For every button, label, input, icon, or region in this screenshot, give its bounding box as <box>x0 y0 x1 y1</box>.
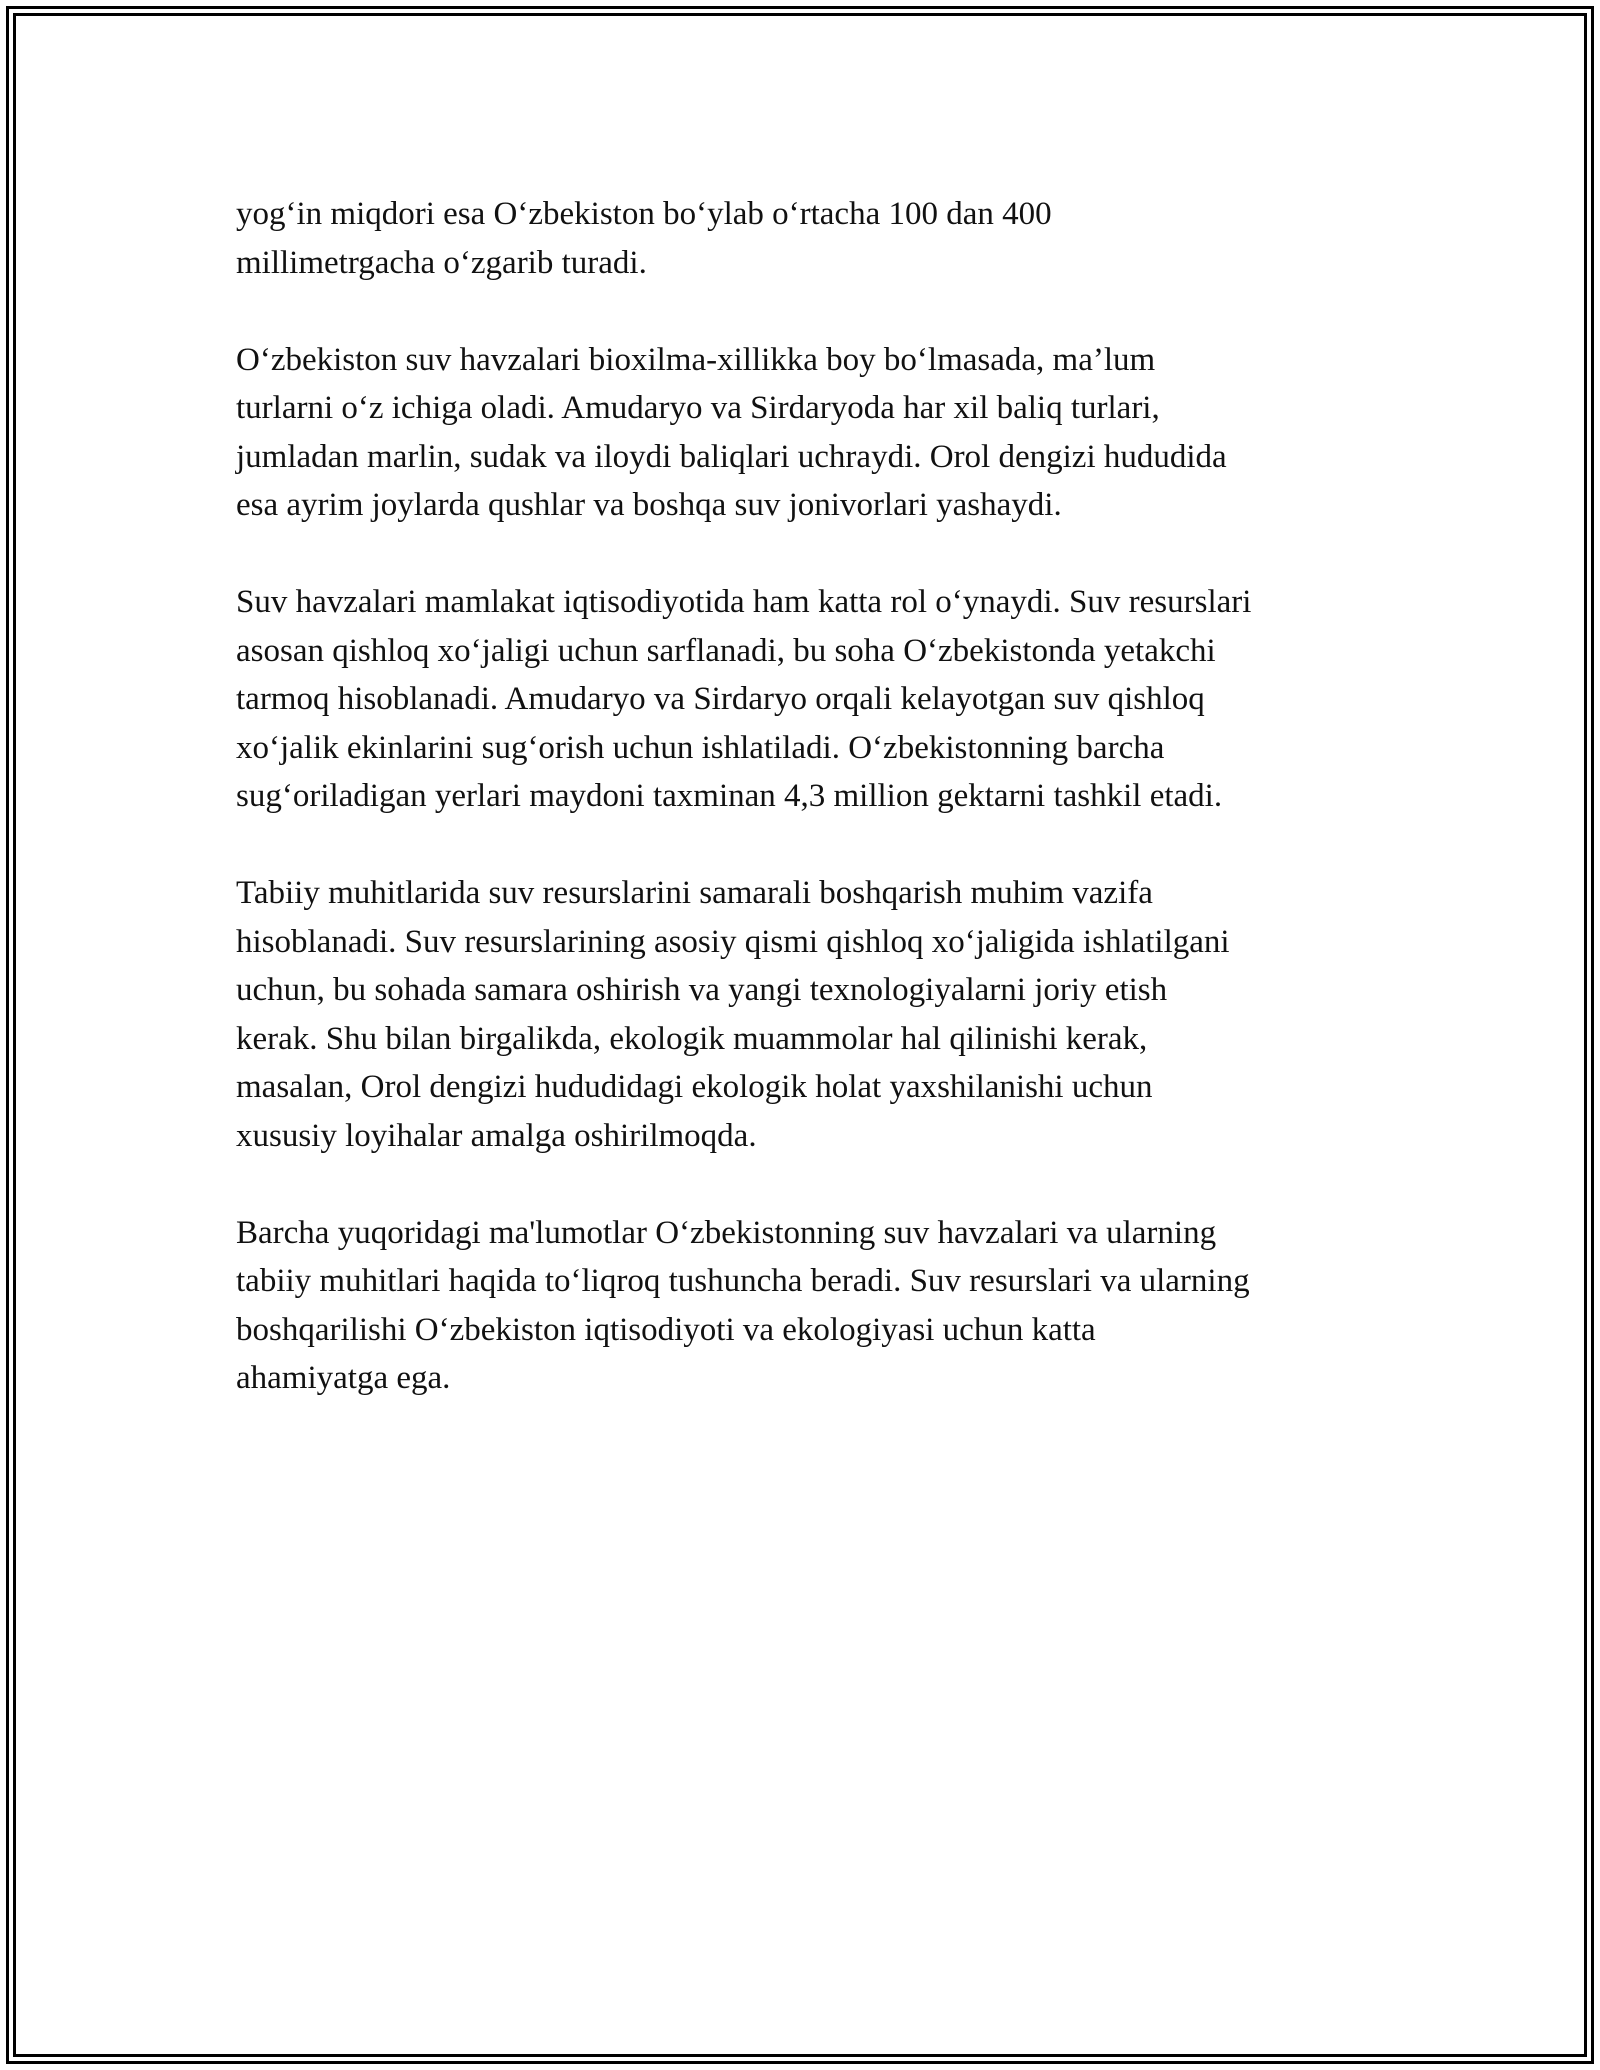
paragraph-biodiversity: O‘zbekiston suv havzalari bioxilma-xillikka boy bo‘lmasada, ma’lum turlarni o‘z ichiga oladi. Amudaryo va Sirdaryoda har xil baliq turlari, jumladan marlin, sudak va iloydi baliqlari uchraydi. Orol dengizi hududida esa ayrim joylarda qushlar va boshqa suv jonivorlari yashaydi. <box>236 341 1227 523</box>
document-body <box>236 190 1376 1451</box>
paragraph-management: Tabiiy muhitlarida suv resurslarini samarali boshqarish muhim vazifa hisoblanadi. Suv resurslarining asosiy qismi qishloq xo‘jaligida ishlatilgani uchun, bu sohada samara oshirish va yangi texnologiyalarni joriy etish kerak. Shu bilan birgalikda, ekologik muammolar hal qilinishi kerak, masalan, Orol dengizi hududidagi ekologik holat yaxshilanishi uchun xususiy loyihalar amalga oshirilmoqda. <box>236 875 1230 1154</box>
paragraph-economy: Suv havzalari mamlakat iqtisodiyotida ham katta rol o‘ynaydi. Suv resurslari asosan qishloq xo‘jaligi uchun sarflanadi, bu soha O‘zbekistonda yetakchi tarmoq hisoblanadi. Amudaryo va Sirdaryo orqali kelayotgan suv qishloq xo‘jalik ekinlarini sug‘orish uchun ishlatiladi. O‘zbekistonning barcha sug‘oriladigan yerlari maydoni taxminan 4,3 million gektarni tashkil etadi. <box>236 584 1252 814</box>
paragraph-rainfall: yog‘in miqdori esa O‘zbekiston bo‘ylab o‘rtacha 100 dan 400 millimetrgacha o‘zgarib turadi. <box>236 196 1052 281</box>
paragraph-conclusion: Barcha yuqoridagi ma'lumotlar O‘zbekistonning suv havzalari va ularning tabiiy muhitlari haqida to‘liqroq tushuncha beradi. Suv resurslari va ularning boshqarilishi O‘zbekiston iqtisodiyoti va ekologiyasi uchun katta ahamiyatga ega. <box>236 1214 1250 1396</box>
